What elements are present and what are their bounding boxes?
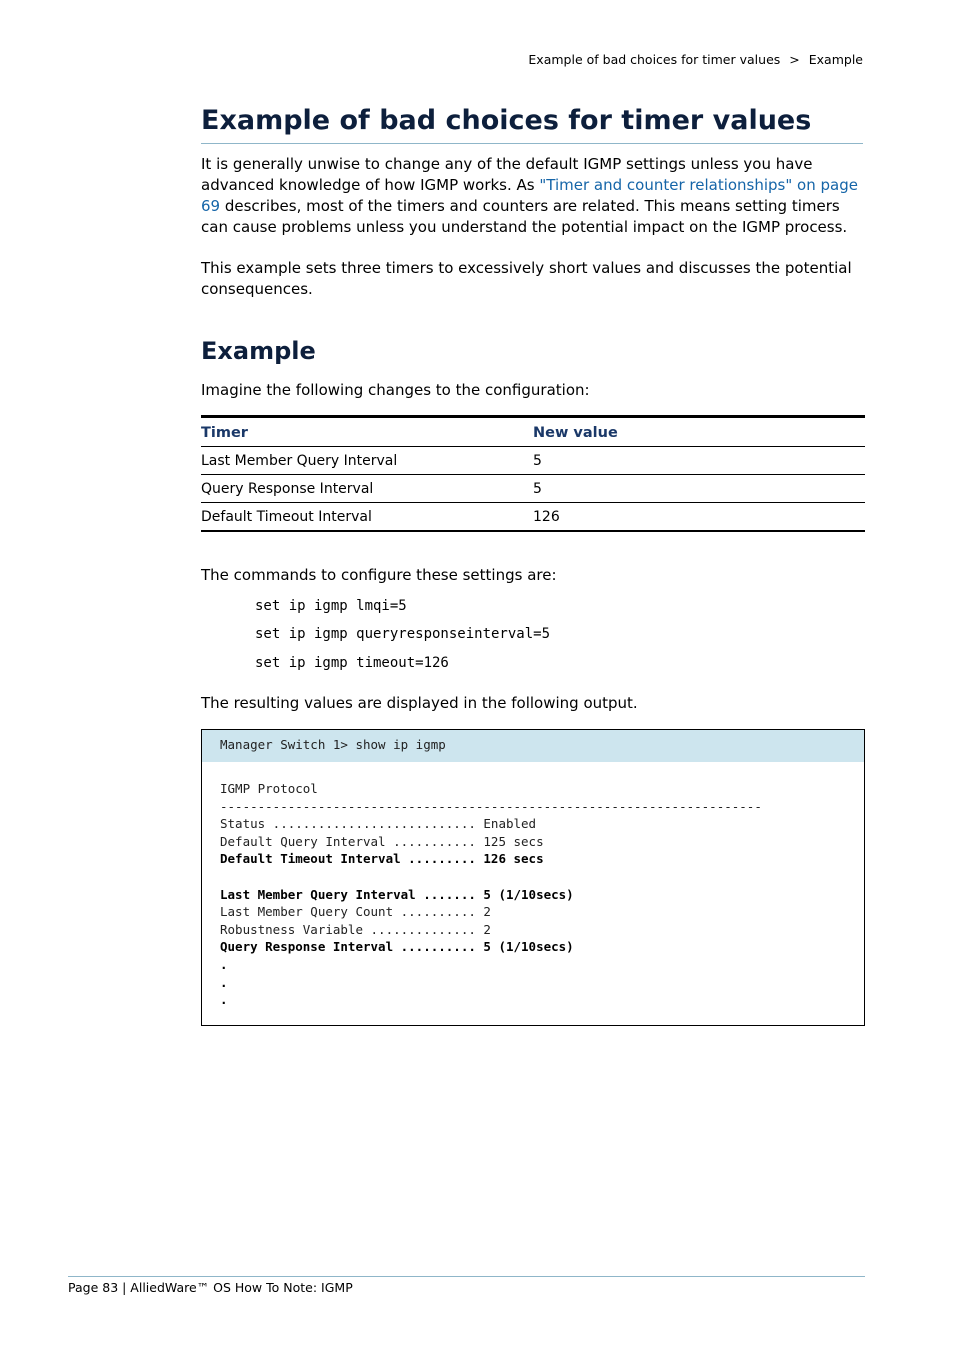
table-cell-timer: Default Timeout Interval [201, 503, 533, 532]
column-header-new-value: New value [533, 417, 865, 447]
breadcrumb-separator: > [789, 52, 800, 67]
table-row [201, 475, 865, 503]
output-ellipsis-dot: . [220, 974, 228, 990]
output-line-highlighted: Default Timeout Interval ......... 126 secs [220, 851, 544, 867]
table-cell-timer: Query Response Interval [201, 475, 533, 503]
output-line-highlighted: Query Response Interval .......... 5 (1/10secs) [220, 939, 574, 955]
table-row [201, 447, 865, 475]
cross-reference-link[interactable]: "Timer and counter relationships" on page 69 [201, 176, 858, 215]
command-line: set ip igmp timeout=126 [255, 655, 449, 671]
cli-prompt: Manager Switch 1> show ip igmp [202, 730, 864, 762]
table-cell-timer: Last Member Query Interval [201, 447, 533, 475]
page-title: Example of bad choices for timer values [201, 104, 863, 144]
commands-lead-text: The commands to configure these settings are: [201, 566, 557, 584]
page-footer: Page 83 | AlliedWare™ OS How To Note: IGMP [68, 1280, 353, 1295]
output-line-highlighted: Last Member Query Interval ....... 5 (1/10secs) [220, 886, 574, 902]
breadcrumb [528, 52, 863, 67]
output-line: Status ........................... Enabled [220, 816, 537, 832]
output-separator: ------------------------------------------------------------------------ [220, 798, 762, 814]
command-line: set ip igmp lmqi=5 [255, 598, 407, 614]
breadcrumb-current: Example [808, 52, 863, 67]
output-line: Default Query Interval ........... 125 secs [220, 833, 544, 849]
table-header-row [201, 417, 865, 447]
intro-text-after-link: describes, most of the timers and counters are related. This means setting timers can cause problems unless you understand the potential impact on the IGMP process. [201, 197, 848, 236]
table-cell-value: 5 [533, 475, 865, 503]
intro-text-before-link: It is generally unwise to change any of the default IGMP settings unless you have advanced knowledge of how IGMP works. As [201, 155, 813, 194]
breadcrumb-section[interactable]: Example of bad choices for timer values [528, 52, 781, 67]
command-line: set ip igmp queryresponseinterval=5 [255, 626, 551, 642]
output-blank-line [220, 868, 762, 886]
timer-values-table [201, 415, 865, 532]
table-cell-value: 5 [533, 447, 865, 475]
output-lead-text: The resulting values are displayed in the following output. [201, 694, 638, 712]
output-line: IGMP Protocol [220, 781, 318, 796]
table-cell-value: 126 [533, 503, 865, 532]
section-heading-example: Example [201, 337, 316, 365]
output-line: Robustness Variable .............. 2 [220, 921, 491, 937]
cli-output-box [201, 729, 865, 1026]
footer-divider [68, 1276, 865, 1277]
example-lead-text: Imagine the following changes to the configuration: [201, 381, 590, 399]
table-row [201, 503, 865, 532]
output-ellipsis-dot: . [220, 992, 228, 1008]
intro-paragraph-1 [201, 154, 866, 238]
output-ellipsis-dot: . [220, 956, 228, 972]
intro-paragraph-2: This example sets three timers to excessively short values and discusses the potential consequences. [201, 259, 852, 298]
column-header-timer: Timer [201, 417, 533, 447]
output-line: Last Member Query Count .......... 2 [220, 904, 491, 920]
cli-output-body [220, 780, 762, 1009]
